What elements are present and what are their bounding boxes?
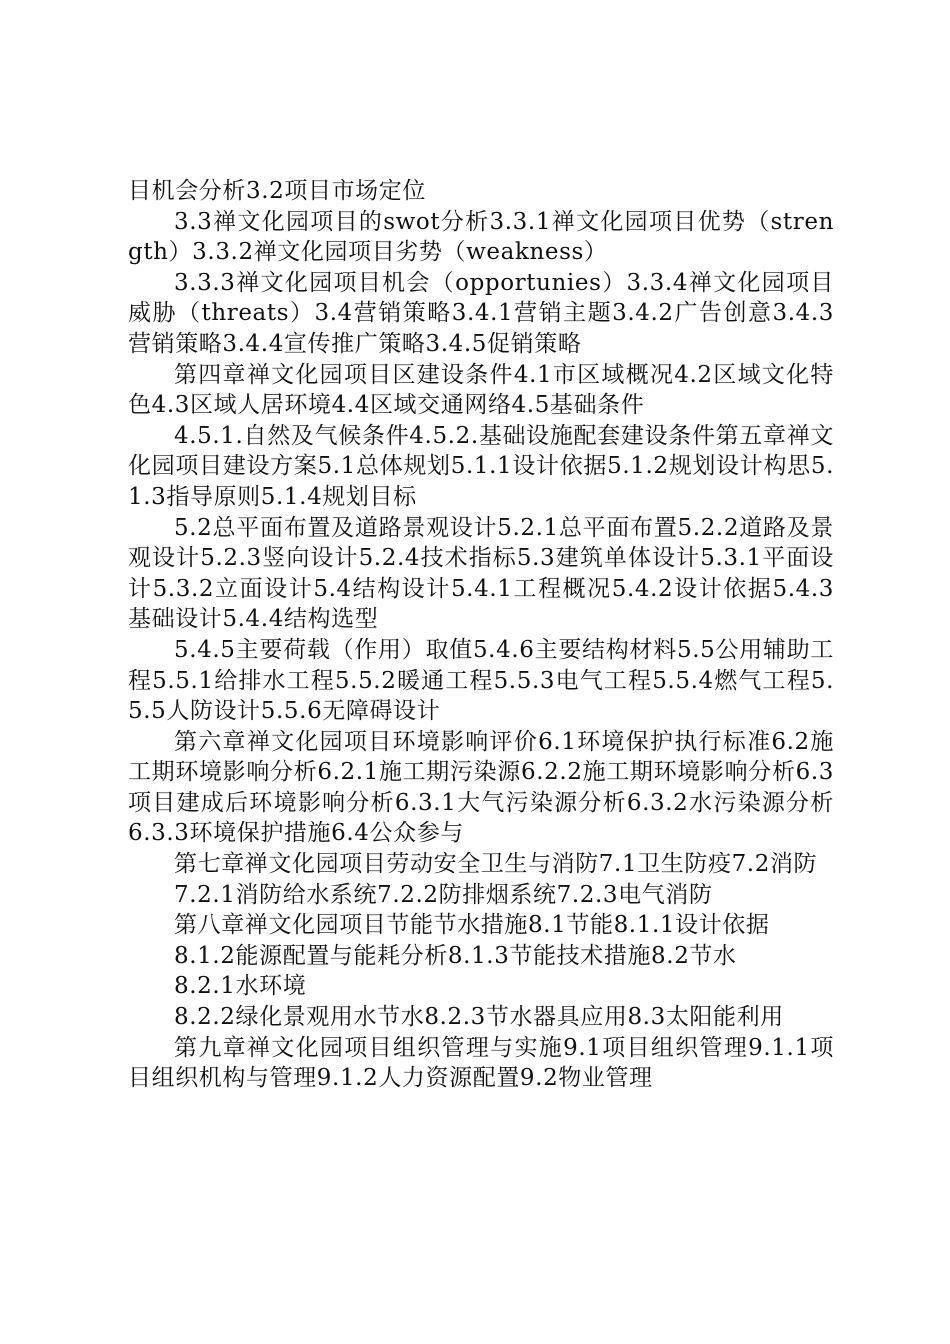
paragraph-10: 7.2.1消防给水系统7.2.2防排烟系统7.2.3电气消防	[174, 881, 713, 908]
paragraph-2: 3.3禅文化园项目的swot分析3.3.1禅文化园项目优势（strength）3.3.2禅文化园项目劣势（weakness）	[128, 208, 834, 266]
paragraph-5: 4.5.1.自然及气候条件4.5.2.基础设施配套建设条件第五章禅文化园项目建设方案5.1总体规划5.1.1设计依据5.1.2规划设计构思5.1.3指导原则5.1.4规划目标	[128, 422, 834, 510]
paragraph-8: 第六章禅文化园项目环境影响评价6.1环境保护执行标准6.2施工期环境影响分析6.2.1施工期污染源6.2.2施工期环境影响分析6.3项目建成后环境影响分析6.3.1大气污染源分析6.3.2水污染源分析6.3.3环境保护措施6.4公众参与	[128, 728, 834, 847]
paragraph-12: 8.1.2能源配置与能耗分析8.1.3节能技术措施8.2节水	[174, 942, 737, 969]
document-body	[128, 176, 834, 1094]
paragraph-15: 第九章禅文化园项目组织管理与实施9.1项目组织管理9.1.1项目组织机构与管理9.1.2人力资源配置9.2物业管理	[128, 1034, 834, 1092]
paragraph-3: 3.3.3禅文化园项目机会（opportunies）3.3.4禅文化园项目威胁（threats）3.4营销策略3.4.1营销主题3.4.2广告创意3.4.3营销策略3.4.4宣传推广策略3.4.5促销策略	[128, 269, 834, 357]
paragraph-6: 5.2总平面布置及道路景观设计5.2.1总平面布置5.2.2道路及景观设计5.2.3竖向设计5.2.4技术指标5.3建筑单体设计5.3.1平面设计5.3.2立面设计5.4结构设计5.4.1工程概况5.4.2设计依据5.4.3基础设计5.4.4结构选型	[128, 514, 834, 633]
paragraph-14: 8.2.2绿化景观用水节水8.2.3节水器具应用8.3太阳能利用	[174, 1004, 784, 1031]
paragraph-9: 第七章禅文化园项目劳动安全卫生与消防7.1卫生防疫7.2消防	[174, 851, 818, 878]
paragraph-1: 目机会分析3.2项目市场定位	[128, 178, 426, 204]
paragraph-13: 8.2.1水环境	[174, 973, 307, 1000]
paragraph-4: 第四章禅文化园项目区建设条件4.1市区域概况4.2区域文化特色4.3区域人居环境4.4区域交通网络4.5基础条件	[128, 361, 834, 419]
paragraph-11: 第八章禅文化园项目节能节水措施8.1节能8.1.1设计依据	[174, 912, 770, 939]
paragraph-7: 5.4.5主要荷载（作用）取值5.4.6主要结构材料5.5公用辅助工程5.5.1给排水工程5.5.2暖通工程5.5.3电气工程5.5.4燃气工程5.5.5人防设计5.5.6无障碍设计	[128, 636, 834, 725]
